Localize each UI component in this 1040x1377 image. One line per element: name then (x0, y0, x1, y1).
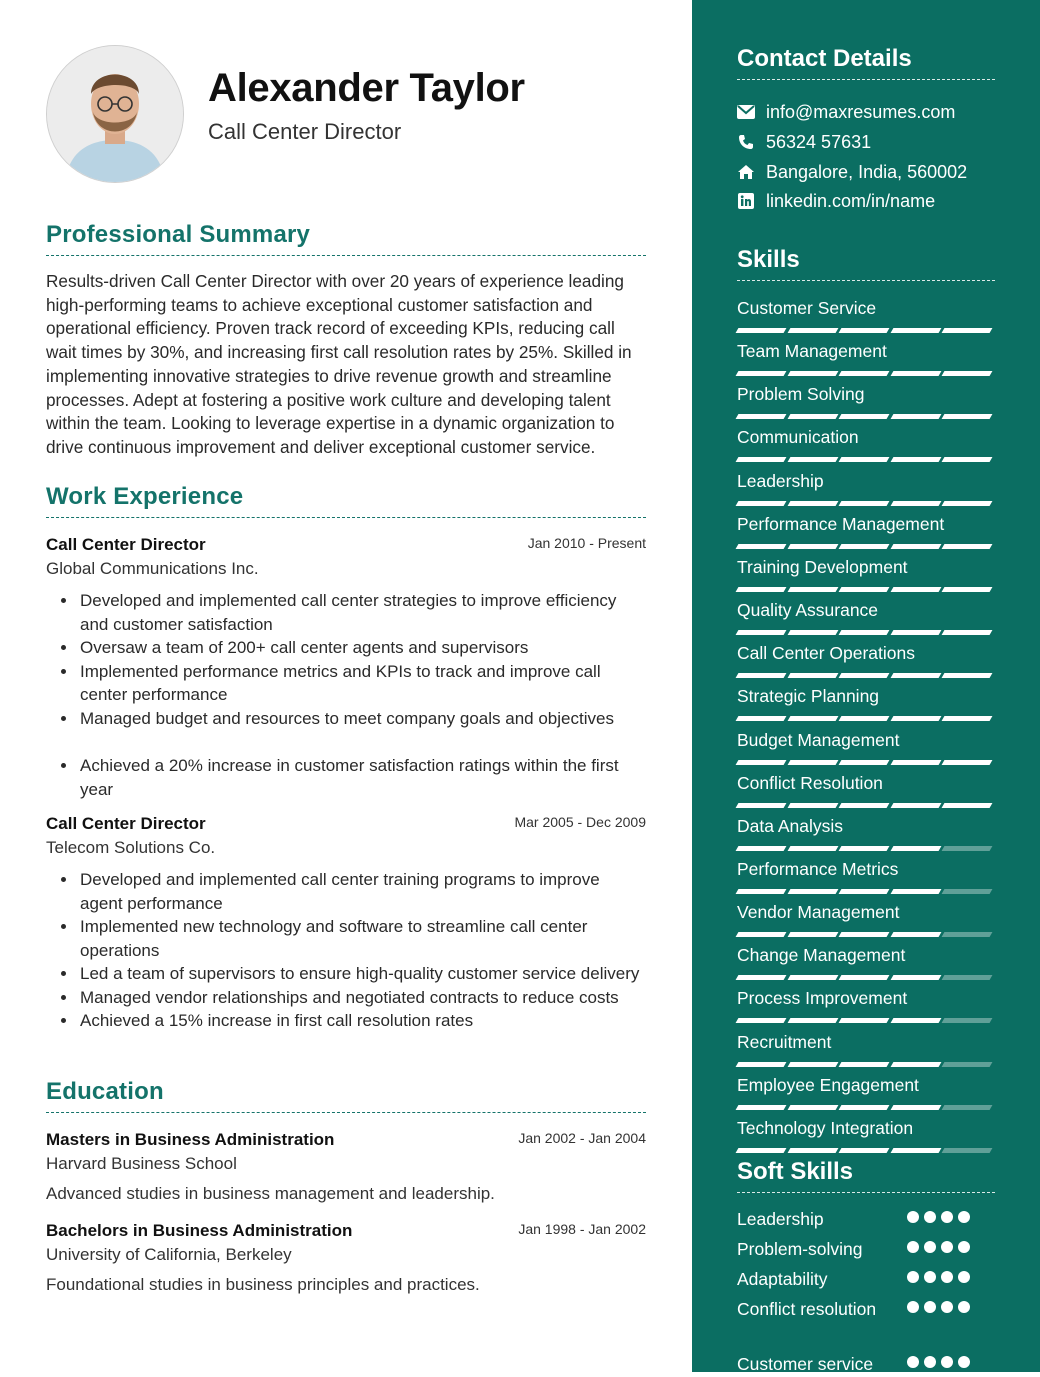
skill-level-segment (787, 889, 837, 894)
skill-level-segment (736, 803, 786, 808)
skill-level-segment (787, 932, 837, 937)
soft-skill-rating (907, 1211, 970, 1223)
skill-item (737, 1074, 995, 1110)
job-bullet: • Oversaw a team of 200+ call center agents and supervisors (78, 636, 646, 660)
skill-level-segment (787, 803, 837, 808)
job-entry (46, 814, 646, 1033)
home-icon (737, 163, 755, 181)
skill-level-segment (890, 716, 940, 721)
rating-dot (907, 1356, 919, 1368)
skill-level-segment (890, 544, 940, 549)
envelope-icon (737, 103, 755, 121)
job-entry (46, 535, 646, 801)
skill-level-segment (890, 371, 940, 376)
job-company: Global Communications Inc. (46, 559, 259, 578)
rating-dot (958, 1211, 970, 1223)
skill-item (737, 901, 995, 937)
skill-level-segment (890, 414, 940, 419)
skill-name: Strategic Planning (737, 686, 880, 707)
skill-level-segment (787, 544, 837, 549)
job-bullet: • Managed vendor relationships and negotiated contracts to reduce costs (78, 986, 646, 1010)
skill-level-segment (839, 587, 889, 592)
edu-description: Advanced studies in business management and leadership. (46, 1184, 495, 1203)
skill-level-segment (787, 1105, 837, 1110)
skill-name: Budget Management (737, 729, 900, 750)
skill-item (737, 556, 995, 592)
skill-level-segment (890, 501, 940, 506)
skill-level-segment (839, 414, 889, 419)
skill-level-segment (890, 630, 940, 635)
skill-level-segment (787, 673, 837, 678)
contact-phone-text: 56324 57631 (766, 131, 872, 152)
job-bullet: • Developed and implemented call center training programs to improve agent performance (78, 868, 646, 915)
skill-level-segment (942, 673, 992, 678)
job-title: Call Center Director (46, 535, 206, 554)
skill-level-segment (736, 932, 786, 937)
skill-name: Team Management (737, 341, 887, 362)
skill-item (737, 470, 995, 506)
skill-level-bar (737, 975, 995, 980)
rating-dot (941, 1301, 953, 1313)
skill-level-segment (839, 932, 889, 937)
job-title: Call Center Director (46, 814, 206, 833)
skill-level-segment (890, 803, 940, 808)
skill-item (737, 858, 995, 894)
skill-item (737, 944, 995, 980)
edu-dates: Jan 1998 - Jan 2002 (518, 1221, 646, 1237)
rating-dot (941, 1356, 953, 1368)
skill-level-segment (839, 371, 889, 376)
skill-name: Data Analysis (737, 815, 844, 836)
skill-level-segment (890, 587, 940, 592)
skill-level-segment (787, 587, 837, 592)
skill-item (737, 383, 995, 419)
skill-level-bar (737, 1018, 995, 1023)
rating-dot (941, 1271, 953, 1283)
skill-level-segment (839, 1018, 889, 1023)
skill-level-bar (737, 1062, 995, 1067)
skill-level-bar (737, 760, 995, 765)
job-bullet: • Led a team of supervisors to ensure high-quality customer service delivery (78, 962, 646, 986)
soft-skill-rating (907, 1301, 970, 1313)
skill-level-segment (942, 630, 992, 635)
skill-level-segment (942, 457, 992, 462)
skill-name: Recruitment (737, 1031, 832, 1052)
job-bullet: • Implemented new technology and software to streamline call center operations (78, 915, 646, 962)
skill-level-segment (890, 1018, 940, 1023)
skill-level-segment (736, 1018, 786, 1023)
skill-level-segment (736, 587, 786, 592)
skill-item (737, 297, 995, 333)
skill-level-segment (736, 544, 786, 549)
skill-level-segment (736, 716, 786, 721)
skill-level-segment (839, 673, 889, 678)
skill-item (737, 513, 995, 549)
skill-name: Training Development (737, 556, 908, 577)
contact-linkedin-text: linkedin.com/in/name (766, 190, 936, 211)
skill-level-segment (787, 716, 837, 721)
rating-dot (958, 1301, 970, 1313)
skill-level-segment (736, 1062, 786, 1067)
skill-level-bar (737, 587, 995, 592)
skill-level-segment (839, 889, 889, 894)
education-heading: Education (46, 1078, 646, 1113)
candidate-title: Call Center Director (208, 119, 402, 144)
skill-item (737, 772, 995, 808)
person-icon (47, 46, 183, 182)
skill-level-segment (839, 803, 889, 808)
soft-skill-item (737, 1267, 995, 1292)
edu-degree: Bachelors in Business Administration (46, 1221, 353, 1240)
skill-level-bar (737, 1105, 995, 1110)
skill-level-segment (839, 1062, 889, 1067)
sidebar (692, 0, 1040, 1372)
skill-item (737, 1117, 995, 1153)
skill-level-segment (942, 328, 992, 333)
skill-level-segment (942, 846, 992, 851)
rating-dot (924, 1301, 936, 1313)
job-bullet: • Managed budget and resources to meet company goals and objectives (78, 707, 646, 731)
skill-item (737, 987, 995, 1023)
skill-level-segment (890, 846, 940, 851)
contact-linkedin[interactable] (737, 190, 935, 212)
rating-dot (924, 1356, 936, 1368)
contact-address-text: Bangalore, India, 560002 (766, 161, 968, 182)
skill-level-segment (839, 457, 889, 462)
skill-level-segment (839, 760, 889, 765)
edu-description: Foundational studies in business principles and practices. (46, 1275, 480, 1294)
skill-name: Performance Metrics (737, 858, 899, 879)
skill-level-segment (839, 501, 889, 506)
skill-name: Customer Service (737, 298, 877, 318)
skill-level-segment (890, 975, 940, 980)
skill-level-segment (839, 716, 889, 721)
skill-name: Problem Solving (737, 384, 865, 405)
skill-level-segment (787, 501, 837, 506)
skill-level-segment (942, 975, 992, 980)
job-company: Telecom Solutions Co. (46, 838, 216, 857)
skill-item (737, 426, 995, 462)
skill-name: Quality Assurance (737, 600, 879, 621)
skill-level-bar (737, 328, 995, 333)
contact-heading: Contact Details (737, 45, 995, 80)
job-bullet: • Implemented performance metrics and KPIs to track and improve call center performance (78, 660, 646, 707)
skill-level-segment (736, 457, 786, 462)
contact-email[interactable] (737, 101, 955, 123)
skill-level-segment (942, 803, 992, 808)
skill-level-segment (942, 716, 992, 721)
rating-dot (941, 1241, 953, 1253)
rating-dot (907, 1241, 919, 1253)
skill-name: Call Center Operations (737, 643, 915, 664)
profile-photo (46, 45, 184, 183)
job-dates: Mar 2005 - Dec 2009 (514, 814, 646, 830)
skill-level-segment (890, 673, 940, 678)
skill-level-segment (736, 975, 786, 980)
skill-level-segment (839, 630, 889, 635)
job-dates: Jan 2010 - Present (527, 535, 646, 551)
skill-name: Leadership (737, 470, 824, 491)
skill-level-segment (839, 1148, 889, 1153)
skill-level-segment (890, 1062, 940, 1067)
skill-level-segment (787, 975, 837, 980)
skill-item (737, 685, 995, 721)
education-entry (46, 1130, 646, 1204)
skill-level-segment (787, 1148, 837, 1153)
soft-skills-heading: Soft Skills (737, 1158, 995, 1193)
rating-dot (924, 1241, 936, 1253)
skill-level-segment (787, 457, 837, 462)
skill-level-segment (942, 1105, 992, 1110)
skill-name: Communication (737, 427, 859, 448)
skill-level-segment (942, 889, 992, 894)
skill-level-segment (787, 414, 837, 419)
skill-name: Conflict Resolution (737, 772, 883, 793)
skill-level-segment (839, 544, 889, 549)
summary-heading: Professional Summary (46, 221, 646, 256)
skill-level-bar (737, 544, 995, 549)
soft-skill-name: Problem-solving (737, 1239, 863, 1259)
rating-dot (958, 1241, 970, 1253)
job-bullet: • Achieved a 15% increase in first call resolution rates (78, 1009, 646, 1033)
skill-level-segment (736, 846, 786, 851)
summary-text: Results-driven Call Center Director with over 20 years of experience leading high-performing teams to achieve exceptional customer satisfaction and operational efficiency. Proven track record of exceeding KPIs, reducing call wait times by 30%, and increasing first call resolution rates by 25%. Skilled in implementing innovative strategies to drive revenue growth and streamline processes. Adept at fostering a positive work culture and developing talent within the team. Looking to leverage expertise in a dynamic organization to drive continuous improvement and deliver exceptional customer service. (46, 271, 632, 457)
skill-item (737, 729, 995, 765)
edu-degree: Masters in Business Administration (46, 1130, 335, 1149)
rating-dot (924, 1271, 936, 1283)
skill-level-segment (942, 1062, 992, 1067)
rating-dot (907, 1211, 919, 1223)
skill-level-segment (942, 414, 992, 419)
skill-level-segment (942, 1018, 992, 1023)
skill-level-bar (737, 1148, 995, 1153)
soft-skill-item (737, 1207, 995, 1232)
candidate-name: Alexander Taylor (208, 66, 525, 110)
skill-level-bar (737, 501, 995, 506)
skill-level-segment (787, 760, 837, 765)
skill-level-segment (736, 1148, 786, 1153)
soft-skill-rating (907, 1271, 970, 1283)
skill-level-segment (787, 1062, 837, 1067)
rating-dot (958, 1271, 970, 1283)
skill-name: Change Management (737, 945, 906, 966)
soft-skill-rating (907, 1241, 970, 1253)
skill-name: Technology Integration (737, 1117, 914, 1138)
experience-heading: Work Experience (46, 483, 646, 518)
skill-level-segment (942, 760, 992, 765)
skill-item (737, 815, 995, 851)
skill-level-bar (737, 716, 995, 721)
soft-skill-item (737, 1237, 995, 1262)
job-bullets (46, 868, 646, 1033)
skill-level-segment (736, 1105, 786, 1110)
skill-level-segment (890, 932, 940, 937)
skill-item (737, 599, 995, 635)
job-bullets (46, 589, 646, 801)
skill-level-segment (736, 501, 786, 506)
skill-level-segment (736, 630, 786, 635)
soft-skill-rating (907, 1356, 970, 1368)
skill-level-segment (942, 1148, 992, 1153)
soft-skill-item (737, 1297, 995, 1322)
edu-dates: Jan 2002 - Jan 2004 (518, 1130, 646, 1146)
skills-heading: Skills (737, 246, 995, 281)
rating-dot (907, 1301, 919, 1313)
rating-dot (941, 1211, 953, 1223)
skill-item (737, 1031, 995, 1067)
skill-name: Employee Engagement (737, 1074, 919, 1095)
soft-skill-name: Customer service (737, 1354, 874, 1374)
skill-level-bar (737, 371, 995, 376)
skill-level-segment (890, 889, 940, 894)
job-bullet: • Developed and implemented call center strategies to improve efficiency and customer satisfaction (78, 589, 646, 636)
rating-dot (907, 1271, 919, 1283)
rating-dot (958, 1356, 970, 1368)
soft-skill-name: Adaptability (737, 1269, 828, 1289)
skill-level-segment (839, 328, 889, 333)
contact-address (737, 161, 967, 183)
skill-level-segment (736, 673, 786, 678)
skill-level-segment (736, 414, 786, 419)
skill-level-bar (737, 673, 995, 678)
skill-level-segment (787, 328, 837, 333)
job-bullet: • Achieved a 20% increase in customer satisfaction ratings within the first year (78, 754, 646, 801)
phone-icon (737, 133, 755, 151)
skill-level-bar (737, 889, 995, 894)
skill-level-bar (737, 846, 995, 851)
skill-level-segment (787, 630, 837, 635)
skill-item (737, 642, 995, 678)
skill-level-segment (890, 457, 940, 462)
skill-level-segment (890, 328, 940, 333)
skill-level-segment (839, 846, 889, 851)
skill-level-segment (890, 1148, 940, 1153)
skill-name: Vendor Management (737, 902, 900, 923)
linkedin-icon (737, 192, 755, 210)
contact-email-text: info@maxresumes.com (766, 101, 956, 122)
skill-level-bar (737, 803, 995, 808)
rating-dot (924, 1211, 936, 1223)
edu-school: University of California, Berkeley (46, 1245, 292, 1264)
skill-level-segment (736, 760, 786, 765)
skill-level-bar (737, 457, 995, 462)
skill-name: Process Improvement (737, 988, 908, 1009)
skill-level-segment (942, 501, 992, 506)
soft-skill-item (737, 1352, 995, 1377)
soft-skill-name: Leadership (737, 1209, 824, 1229)
skill-level-segment (839, 975, 889, 980)
skill-level-segment (942, 587, 992, 592)
skill-level-segment (736, 889, 786, 894)
skill-level-segment (787, 1018, 837, 1023)
skill-level-segment (942, 932, 992, 937)
skill-level-segment (942, 544, 992, 549)
skill-level-segment (839, 1105, 889, 1110)
skill-level-segment (736, 371, 786, 376)
skill-level-segment (942, 371, 992, 376)
skill-level-segment (736, 328, 786, 333)
edu-school: Harvard Business School (46, 1154, 237, 1173)
soft-skill-name: Conflict resolution (737, 1299, 877, 1319)
skill-item (737, 340, 995, 376)
contact-phone[interactable] (737, 131, 871, 153)
skill-level-segment (890, 1105, 940, 1110)
skill-level-segment (787, 371, 837, 376)
skill-level-bar (737, 932, 995, 937)
skill-level-bar (737, 630, 995, 635)
skill-level-bar (737, 414, 995, 419)
education-entry (46, 1221, 646, 1295)
skill-name: Performance Management (737, 513, 945, 534)
skill-level-segment (890, 760, 940, 765)
skill-level-segment (787, 846, 837, 851)
